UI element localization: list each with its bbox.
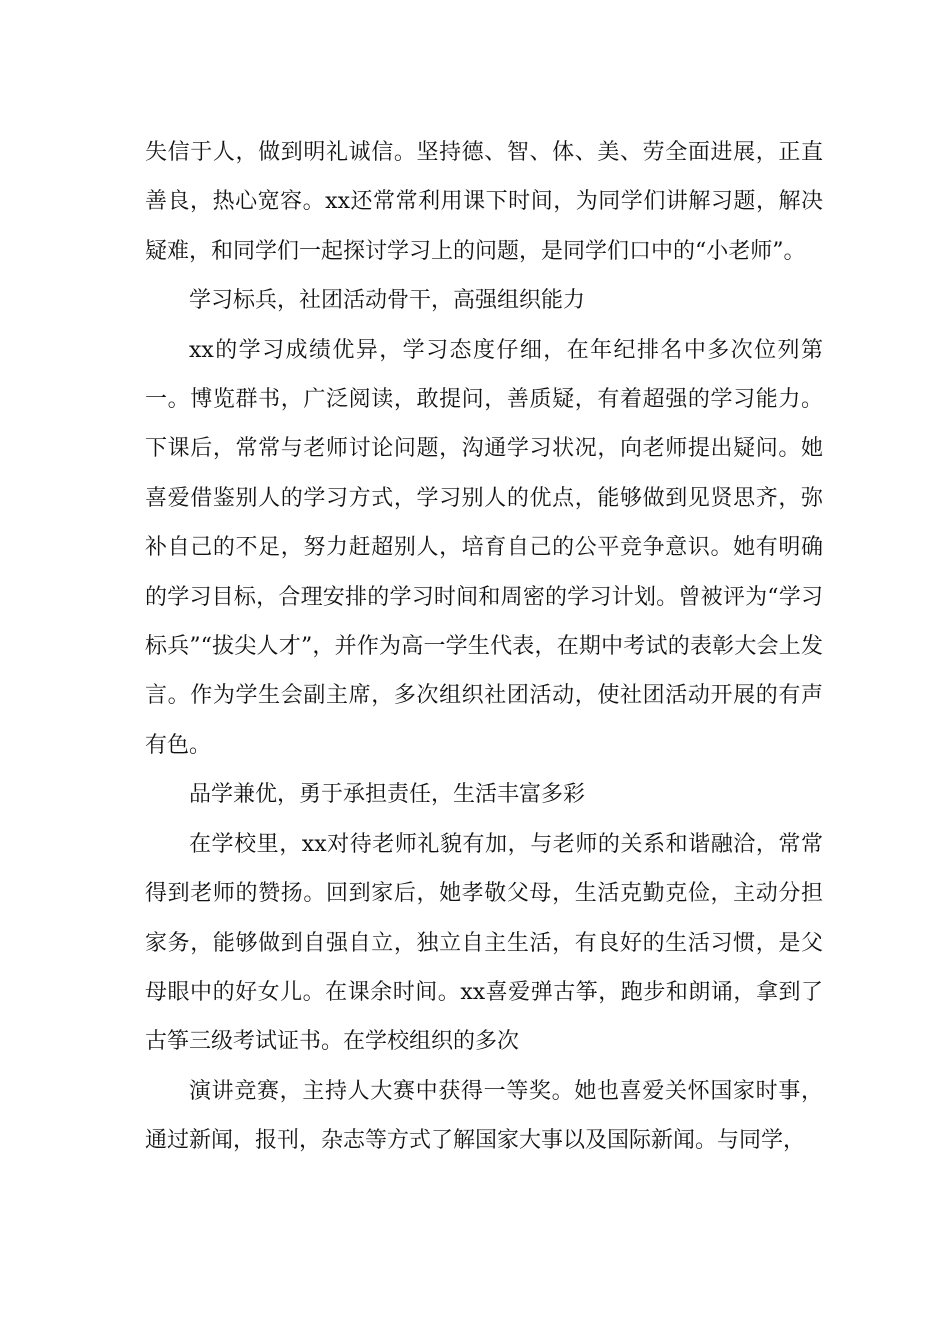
paragraph-study: xx的学习成绩优异，学习态度仔细，在年纪排名中多次位列第一。博览群书，广泛阅读，敢提问，善质疑，有着超强的学习能力。下课后，常常与老师讨论问题，沟通学习状况，向老师提出疑问。她喜爱借鉴别人的学习方式，学习别人的优点，能够做到见贤思齐，弥补自己的不足，努力赶超别人，培育自己的公平竞争意识。她有明确的学习目标，合理安排的学习时间和周密的学习计划。曾被评为“学习标兵”“拔尖人才”，并作为高一学生代表，在期中考试的表彰大会上发言。作为学生会副主席，多次组织社团活动，使社团活动开展的有声有色。 bbox=[145, 337, 823, 758]
paragraph-competition: 演讲竞赛，主持人大赛中获得一等奖。她也喜爱关怀国家时事，通过新闻，报刊，杂志等方式了解国家大事以及国际新闻。与同学， bbox=[145, 1078, 823, 1154]
section-heading-character: 品学兼优，勇于承担责任，生活丰富多彩 bbox=[189, 782, 586, 808]
paragraph-continuation: 失信于人，做到明礼诚信。坚持德、智、体、美、劳全面进展，正直善良，热心宽容。xx还常常利用课下时间，为同学们讲解习题，解决疑难，和同学们一起探讨学习上的问题，是同学们口中的“小老师”。 bbox=[145, 140, 823, 264]
document-body bbox=[145, 128, 823, 1166]
section-heading-study-model: 学习标兵，社团活动骨干，高强组织能力 bbox=[189, 288, 586, 314]
paragraph-life: 在学校里，xx对待老师礼貌有加，与老师的关系和谐融洽，常常得到老师的赞扬。回到家后，她孝敬父母，生活克勤克俭，主动分担家务，能够做到自强自立，独立自主生活，有良好的生活习惯，是父母眼中的好女儿。在课余时间。xx喜爱弹古筝，跑步和朗诵，拿到了古筝三级考试证书。在学校组织的多次 bbox=[145, 831, 823, 1055]
